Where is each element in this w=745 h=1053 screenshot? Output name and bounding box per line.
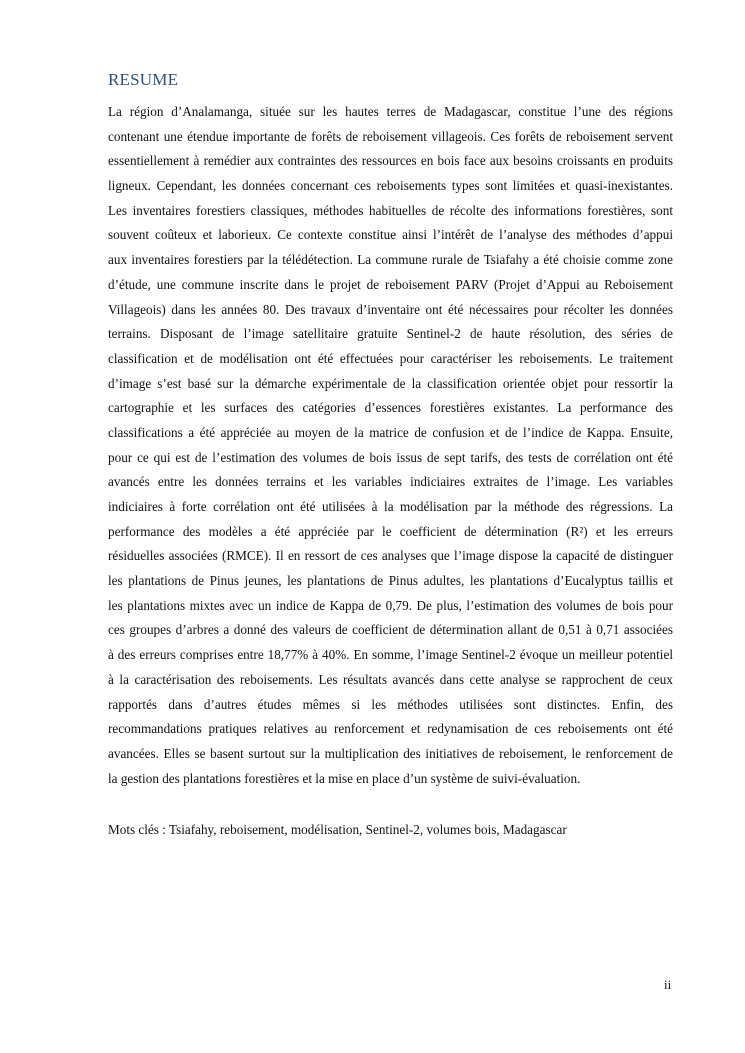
abstract-line: Les inventaires forestiers classiques, méthodes habituelles de récolte des informations forestières, sont [108, 202, 673, 218]
abstract-line: avancées. Elles se basent surtout sur la multiplication des initiatives de reboisement, le renforcement de [108, 745, 673, 761]
abstract-line: à des erreurs comprises entre 18,77% à 40%. En somme, l’image Sentinel-2 évoque un meilleur potentiel [108, 647, 673, 663]
page-number: ii [664, 977, 672, 992]
abstract-line: classifications a été appréciée au moyen de la matrice de confusion et de l’indice de Kappa. Ensuite, [108, 424, 673, 440]
abstract-line: indiciaires à forte corrélation ont été utilisées à la modélisation par la méthode des régressions. La [108, 499, 673, 514]
abstract-line: résiduelles associées (RMCE). Il en ressort de ces analyses que l’image dispose la capacité de distinguer [108, 548, 673, 564]
abstract-line: rapportés dans d’autres études mêmes si les méthodes utilisées sont distinctes. Enfin, des [108, 696, 673, 712]
abstract-line: contenant une étendue importante de forêts de reboisement villageois. Ces forêts de reboisement servent [108, 128, 673, 144]
keywords: Mots clés : Tsiafahy, reboisement, modélisation, Sentinel-2, volumes bois, Madagascar [108, 822, 567, 837]
abstract-line: aux inventaires forestiers par la télédétection. La commune rurale de Tsiafahy a été choisie comme zone [108, 252, 673, 268]
abstract-line: performance des modèles a été appréciée par le coefficient de détermination (R²) et les erreurs [108, 523, 673, 539]
abstract-paragraph [108, 100, 673, 791]
abstract-line: ligneux. Cependant, les données concernant ces reboisements types sont limitées et quasi-inexistantes. [108, 178, 673, 194]
abstract-line: recommandations pratiques relatives au renforcement et redynamisation de ces reboisements ont été [108, 721, 673, 737]
abstract-line: à la caractérisation des reboisements. Les résultats avancés dans cette analyse se rapprochent de ceux [108, 671, 673, 687]
abstract-line: les plantations mixtes avec un indice de Kappa de 0,79. De plus, l’estimation des volumes de bois pour [108, 597, 673, 613]
abstract-line: Villageois) dans les années 80. Des travaux d’inventaire ont été nécessaires pour récolter les données [108, 301, 673, 317]
section-heading: RESUME [108, 70, 179, 89]
abstract-line: essentiellement à remédier aux contraintes des ressources en bois face aux besoins croissants en produits [108, 153, 673, 169]
abstract-line: La région d’Analamanga, située sur les hautes terres de Madagascar, constitue l’une des régions [108, 104, 673, 119]
abstract-line: souvent coûteux et laborieux. Ce contexte constitue ainsi l’intérêt de l’analyse des méthodes d’appui [108, 227, 673, 243]
abstract-line: la gestion des plantations forestières et la mise en place d’un système de suivi-évaluation. [108, 770, 581, 786]
abstract-line: pour ce qui est de l’estimation des volumes de bois issus de sept tarifs, des tests de corrélation ont été [108, 449, 673, 465]
abstract-line: ces groupes d’arbres a donné des valeurs de coefficient de détermination allant de 0,51 à 0,71 associées [108, 622, 673, 638]
abstract-line: classification et de modélisation ont été effectuées pour caractériser les reboisements. Le traitement [108, 350, 673, 366]
abstract-line: d’image s’est basé sur la démarche expérimentale de la classification orientée objet pour ressortir la [108, 375, 673, 391]
abstract-line: d’étude, une commune inscrite dans le projet de reboisement PARV (Projet d’Appui au Reboisement [108, 276, 673, 292]
abstract-line: terrains. Disposant de l’image satellitaire gratuite Sentinel-2 de haute résolution, des séries de [108, 326, 673, 342]
abstract-line: cartographie et les surfaces des catégories d’essences forestières existantes. La performance des [108, 400, 673, 416]
abstract-line: avancés entre les données terrains et les variables indiciaires extraites de l’image. Les variables [108, 474, 673, 490]
abstract-line: les plantations de Pinus jeunes, les plantations de Pinus adultes, les plantations d’Eucalyptus taillis et [108, 573, 673, 589]
